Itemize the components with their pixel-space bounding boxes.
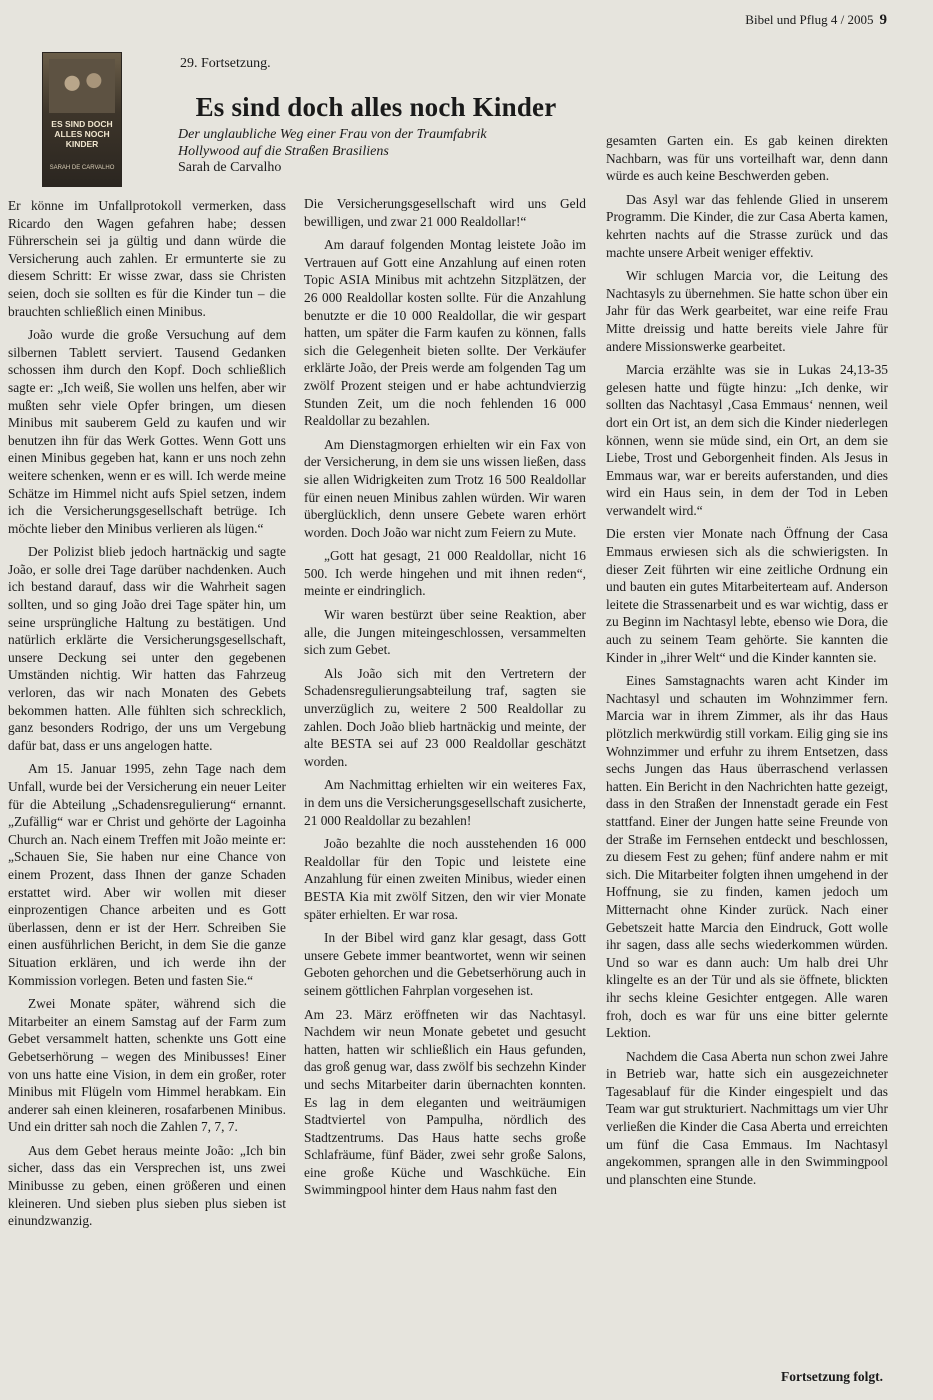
- continued-note: Fortsetzung folgt.: [781, 1369, 883, 1384]
- text-column-1: [8, 197, 286, 1230]
- paragraph: Wir schlugen Marcia vor, die Leitung des Nachtasyls zu übernehmen. Sie hatte schon über ein Jahr für das Werk gearbeitet, war eine reife Frau Mitte dreissig und hatte bereits viele Jahre für andere Missionswerke gearbeitet.: [606, 268, 888, 354]
- text-column-2: [304, 195, 586, 1199]
- journal-name: Bibel und Pflug 4 / 2005: [745, 12, 874, 27]
- paragraph: Nachdem die Casa Aberta nun schon zwei Jahre in Betrieb war, hatte sich ein ausgezeichneter Tagesablauf für die Kinder eingespielt und das Team war gut strukturiert. Nachmittags um vier Uhr verließen die Kinder die Casa Aberta und erreichten um fünf die Casa Emmaus. Im Nachtasyl angekommen, sprangen alle in den Swimmingpool und planschten eine Stunde.: [606, 1048, 888, 1187]
- article-author: Sarah de Carvalho: [178, 160, 282, 175]
- paragraph: Die ersten vier Monate nach Öffnung der Casa Emmaus erwiesen sich als die schwierigsten. In dieser Zeit führten wir eine zeitliche Ordnung ein und bauten ein gutes Mitarbeiterteam auf. Anderson leitete die Strassenarbeit und es war wichtig, dass er zu Beginn im Nachtasyl lebte, ebenso wie Dora, die auch zu seinem Team gehörte. Sie kannten die Kinder in „ihrer Welt“ und die Kinder kannten sie.: [606, 526, 888, 665]
- paragraph: Am 15. Januar 1995, zehn Tage nach dem Unfall, wurde bei der Versicherung ein neuer Leiter für die Abteilung „Schadensregulierung“ ernannt. „Zufällig“ war er Christ und gehörte der Lagoinha Church an. Nach einem Treffen mit João meinte er: „Schauen Sie, Sie haben nur eine Chance von einem Prozent, dass Ihnen der ganze Schaden erstattet wird. Aber wir wollen mit dieser einprozentigen Chance arbeiten und es Gott überlassen, denn er ist der Herr. Schreiben Sie einen ausführlichen Bericht, in dem Sie die ganze Situation erklären, und ich werde ihn der Kommission vorlegen. Beten und fasten Sie.“: [8, 761, 286, 988]
- paragraph: Am 23. März eröffneten wir das Nachtasyl. Nachdem wir neun Monate gebetet und gesucht hatten, hatten wir schließlich ein Haus gefunden, das groß genug war, dass zwölf bis sechzehn Kinder und sechs Mitarbeiter darin übernachten konnten. Es lag in dem eleganten und weiträumigen Stadtviertel von Pampulha, nördlich des Stadtzentrums. Das Haus hatte sechs große Schlafräume, fünf Bäder, zwei sehr große Salons, eine große Küche und Waschküche. Ein Swimmingpool hinter dem Haus nahm fast den: [304, 1006, 586, 1198]
- book-cover-image: [42, 52, 122, 187]
- paragraph: Das Asyl war das fehlende Glied in unserem Programm. Die Kinder, die zur Casa Aberta kamen, kehrten nachts auf die Strasse zurück und das machte unsere Arbeit weniger effektiv.: [606, 191, 888, 260]
- article-title: Es sind doch alles noch Kinder: [195, 92, 557, 122]
- paragraph: Als João sich mit den Vertretern der Schadensregulierungsabteilung traf, sagten sie unverzüglich zu, weitere 2 500 Realdollar zu zahlen. Doch João blieb hartnäckig und meinte, der alte BESTA sei auf 23 000 Realdollar geschätzt worden.: [304, 665, 586, 769]
- paragraph: In der Bibel wird ganz klar gesagt, dass Gott unsere Gebete immer beantwortet, wenn wir seinen Geboten gehorchen und die Gebetserhörung auch in seinem göttlichen Fahrplan vorgesehen ist.: [304, 930, 586, 998]
- paragraph: Der Polizist blieb jedoch hartnäckig und sagte João, er solle drei Tage darüber nachdenken. Auch ich bestand darauf, dass wir die Wahrheit sagen sollten, und so ging João drei Tage später hin, um seine ursprüngliche Haltung zu bestätigen. Und natürlich erklärte die Versicherungsgesellschaft, unsere Deckung sei unter den gegebenen Umständen nichtig. Wir hatten das Fahrzeug verloren, das wir nach Monaten des Gebets bekommen hatten. Alle fühlten sich schrecklich, ganz besonders Rodrigo, der uns um Vergebung dafür bat, dass er uns angelogen hatte.: [8, 544, 286, 753]
- subtitle-line-1: Der unglaubliche Weg einer Frau von der Traumfabrik: [178, 127, 487, 142]
- paragraph: gesamten Garten ein. Es gab keinen direkten Nachbarn, was für uns vorteilhaft war, denn dann würde es auch keine Beschwerden geben.: [606, 133, 888, 184]
- page-number: 9: [879, 12, 887, 28]
- cover-author: SARAH DE CARVALHO: [49, 165, 115, 171]
- paragraph: Wir waren bestürzt über seine Reaktion, aber alle, die Jungen miteingeschlossen, versammelten sich zum Gebet.: [304, 607, 586, 658]
- paragraph: Am Nachmittag erhielten wir ein weiteres Fax, in dem uns die Versicherungsgesellschaft zusicherte, 21 000 Realdollar zu bezahlen!: [304, 777, 586, 828]
- running-header: [745, 12, 887, 29]
- subtitle-line-2: Hollywood auf die Straßen Brasiliens: [178, 144, 389, 159]
- paragraph: João wurde die große Versuchung auf dem silbernen Tablett serviert. Tausend Gedanken schossen ihm durch den Kopf. Doch schließlich sagte er: „Ich weiß, Sie wollen uns helfen, aber wir mußten sehr viele Opfer bringen, um diesen Minibus mit sauberem Geld zu kaufen und wir benutzen ihn für das Werk Gottes. Wenn Gott uns einen Minibus gegeben hat, kann er uns noch zehn weitere schenken, wenn er es will. Ich werde meine Schätze im Himmel nicht aufs Spiel setzen, indem ich die Versicherungsgesellschaft betrüge. Ich möchte lieber den Minibus verlieren als lügen.“: [8, 327, 286, 536]
- paragraph: Er könne im Unfallprotokoll vermerken, dass Ricardo den Wagen gefahren habe; dessen Führerschein sei ja gültig und dann würde die Versicherung auch zahlen. Er ermunterte sie zu diesem Schritt: Er wisse zwar, dass sie Christen seien, doch sie sollten es für die Kinder tun – die brauchten schließlich einen Minibus.: [8, 198, 286, 319]
- paragraph: Am darauf folgenden Montag leistete João im Vertrauen auf Gott eine Anzahlung auf einen roten Topic ASIA Minibus mit achtzehn Sitzplätzen, der 26 000 Realdollar kosten sollte. Für die Anzahlung benutzte er die 10 000 Realdollar, die wir gespart hatten, um später die Farm kaufen zu können, falls sich die Gelegenheit bieten sollte. Der Verkäufer erklärte João, der Preis werde am folgenden Tag um zwölf Prozent steigen und er habe achtundvierzig Stunden Zeit, um die noch fehlenden 16 000 Realdollar zu bezahlen.: [304, 237, 586, 429]
- paragraph: Marcia erzählte was sie in Lukas 24,13-35 gelesen hatte und fügte hinzu: „Ich denke, wir sollten das Nachtasyl ‚Casa Emmaus‘ nennen, weil dort ein Ort ist, an dem sich die Kinder niederlegen können, wenn sie müde sind, ein Ort, an dem sie Liebe, Trost und Geborgenheit finden. Als Jesus in Emmaus war, war er bereits auferstanden, und dies wird ein Haus sein, in dem der Tod in Leben verwandelt wird.“: [606, 362, 888, 518]
- paragraph: Zwei Monate später, während sich die Mitarbeiter an einem Samstag auf der Farm zum Gebet versammelt hatten, schenkte uns Gott eine Gebetserhörung – wegen des Minibusses! Einer von uns hatte eine Vision, in dem ein großer, roter Minibus mit Flügeln vom Himmel herabkam. Ein anderer sah einen kleineren, rosafarbenen Minibus. Und ein dritter sah noch die Zahlen 7, 7, 7.: [8, 996, 286, 1135]
- cover-photo: [49, 59, 115, 113]
- text-column-3: [606, 132, 888, 1188]
- cover-title: ES SIND DOCH ALLES NOCH KINDER: [51, 119, 113, 149]
- article-subtitle: [178, 126, 487, 160]
- paragraph: Die Versicherungsgesellschaft wird uns Geld bewilligen, und zwar 21 000 Realdollar!“: [304, 196, 586, 229]
- paragraph: Am Dienstagmorgen erhielten wir ein Fax von der Versicherung, in dem sie uns wissen ließen, dass sie allen Widrigkeiten zum Trotz 16 500 Realdollar für einen neuen Minibus zahlen würden. Wir waren überglücklich, denn unsere Gebete waren erhört worden. Doch João war nicht zum Feiern zu Mute.: [304, 436, 586, 540]
- paragraph: João bezahlte die noch ausstehenden 16 000 Realdollar für den Topic und leistete eine Anzahlung für einen zweiten Minibus, wieder einen BESTA Kia mit zwölf Sitzen, den wir vier Monate später erhielten. Er war rosa.: [304, 836, 586, 922]
- paragraph: „Gott hat gesagt, 21 000 Realdollar, nicht 16 500. Ich werde hingehen und mit ihnen reden“, meinte er eindringlich.: [304, 548, 586, 599]
- series-label: 29. Fortsetzung.: [180, 56, 271, 71]
- paragraph: Aus dem Gebet heraus meinte João: „Ich bin sicher, dass das ein Versprechen ist, uns zwei Minibusse zu geben, einen größeren und einen kleineren. Und sieben plus sieben plus sieben ist einundzwanzig.: [8, 1142, 286, 1229]
- paragraph: Eines Samstagnachts waren acht Kinder im Nachtasyl und schauten im Wohnzimmer fern. Marcia war in ihrem Zimmer, als ihr das Haus plötzlich merkwürdig still vorkam. Eilig ging sie ins Wohnzimmer und erfuhr zu ihrem Entsetzen, dass sechs Jungen das Haus überraschend verlassen hatten. Ein Bericht in den Nachrichten hatte gezeigt, dass in den Straßen der Innenstadt gerade ein Fest stattfand. Einer der Jungen hatte seine Freunde von der Straße im Fernsehen entdeckt und beschlossen, zu diesem Fest zu gehen; fünf andere nahm er mit sich. Die Mitarbeiter folgten ihnen umgehend in der Hoffnung, sie zu finden, kamen jedoch um Mitternacht ohne Kinder zurück. Nach einer Gebetszeit hatte Marcia den Eindruck, Gott wolle ihr sagen, dass alle sechs wiederkommen würden. Und so war es dann auch: Um halb drei Uhr klingelte es an der Tür und als sie öffnete, blickten ihr sechs kleine Gesichter entgegen. Alle waren froh, doch es war für uns eine bitter gelernte Lektion.: [606, 673, 888, 1041]
